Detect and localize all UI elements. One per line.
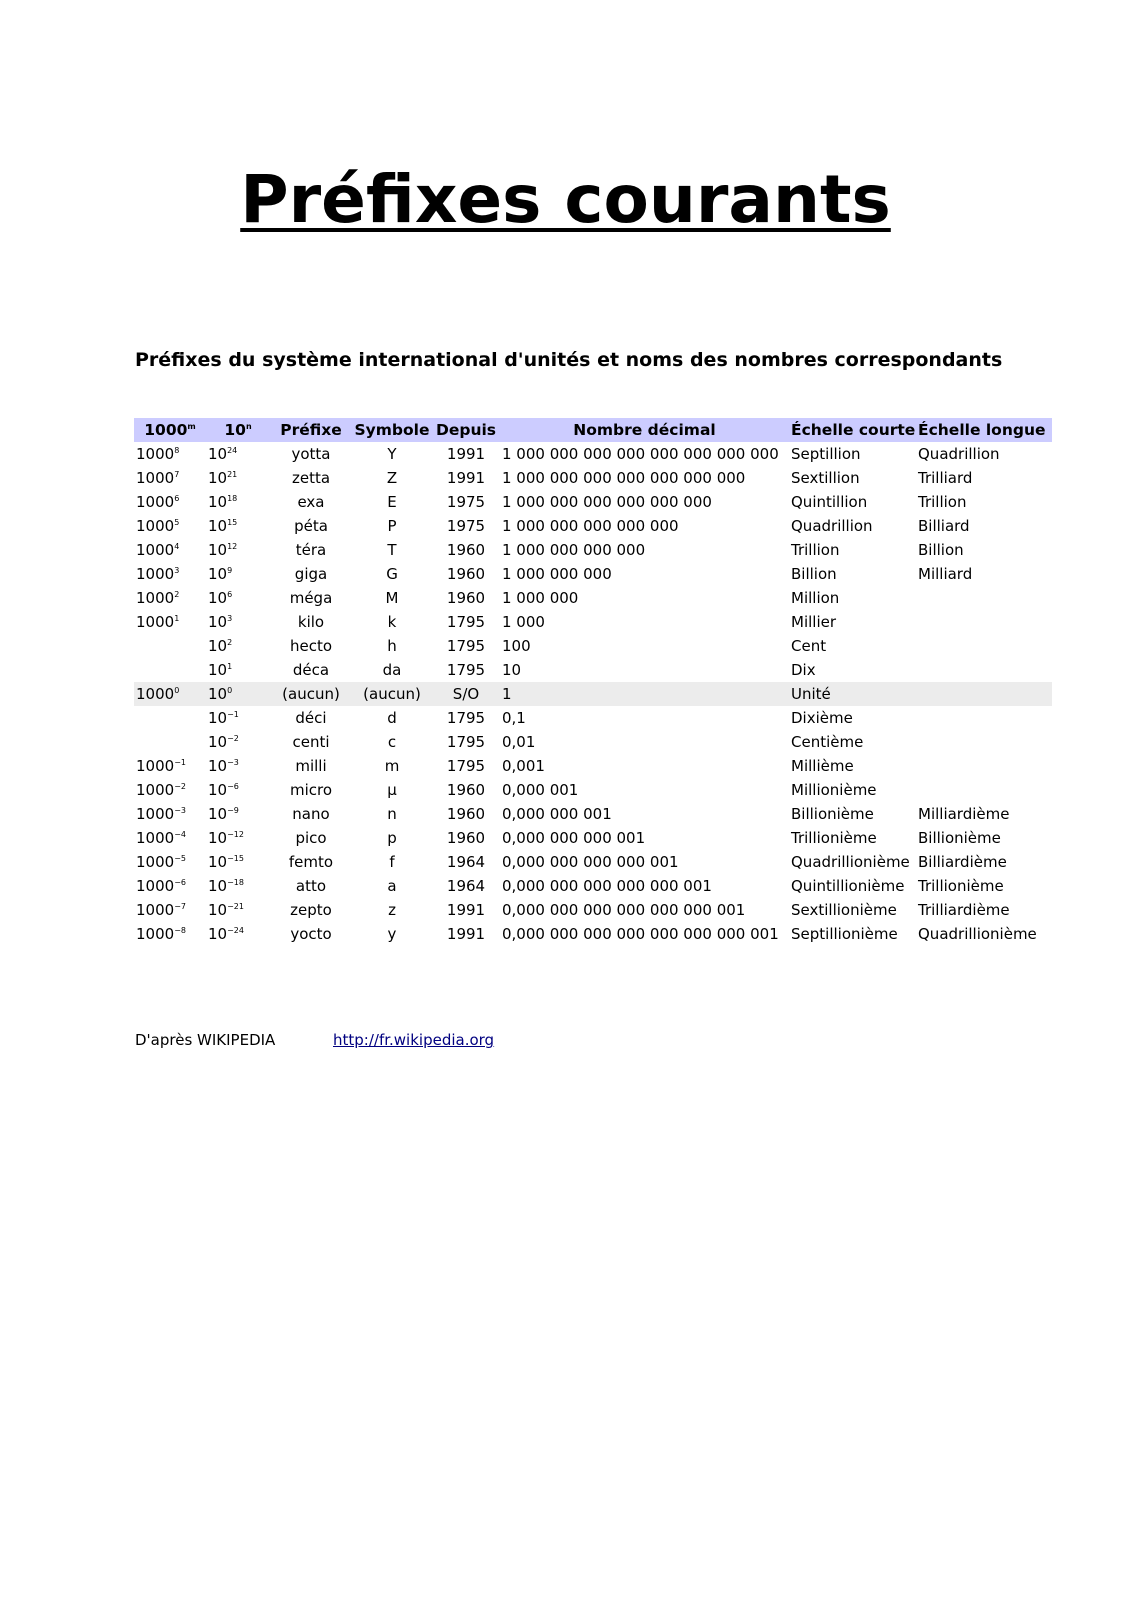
header-symbol: Symbole — [352, 418, 432, 442]
cell-symbol: c — [387, 733, 397, 751]
cell-long-scale: Billiard — [918, 517, 970, 535]
cell-symbol: Y — [387, 445, 397, 463]
cell-since: 1795 — [446, 733, 486, 751]
cell-symbol: E — [387, 493, 397, 511]
cell-power-of-thousand — [134, 706, 206, 730]
header-decimal: Nombre décimal — [500, 418, 789, 442]
cell-since: 1964 — [446, 853, 486, 871]
cell-short-scale: Quintillionième — [791, 877, 905, 895]
cell-symbol: h — [387, 637, 397, 655]
cell-power-of-ten: $10^{21}$ — [208, 469, 238, 487]
table-row — [134, 538, 1052, 562]
cell-since: 1960 — [446, 589, 486, 607]
table-row — [134, 730, 1052, 754]
cell-decimal: 0,1 — [502, 709, 526, 727]
cell-since: 1795 — [446, 637, 486, 655]
cell-symbol: µ — [387, 781, 397, 799]
table-row — [134, 706, 1052, 730]
cell-long-scale: Trilliardième — [918, 901, 1010, 919]
cell-long-scale: Trillionième — [918, 877, 1004, 895]
cell-decimal: 0,000 001 — [502, 781, 579, 799]
cell-since: 1795 — [446, 757, 486, 775]
cell-power-of-thousand: $1000^{-5}$ — [136, 853, 186, 871]
cell-prefix: femto — [288, 853, 334, 871]
cell-prefix: méga — [289, 589, 333, 607]
cell-decimal: 0,01 — [502, 733, 536, 751]
cell-prefix: téra — [295, 541, 327, 559]
cell-long-scale — [916, 754, 1052, 778]
table-caption: Préfixes du système international d'unités et noms des nombres correspondants — [135, 349, 1003, 371]
cell-power-of-thousand: $1000^{-2}$ — [136, 781, 186, 799]
cell-power-of-thousand: 1000$^1$ — [136, 613, 180, 631]
cell-power-of-thousand: 1000$^5$ — [136, 517, 180, 535]
cell-power-of-thousand — [134, 730, 206, 754]
cell-power-of-ten: $10^{-18}$ — [208, 877, 244, 895]
cell-decimal: 1 000 000 — [502, 589, 579, 607]
table-row — [134, 442, 1052, 466]
cell-power-of-thousand: $1000^{-6}$ — [136, 877, 186, 895]
cell-long-scale — [916, 586, 1052, 610]
table-row — [134, 802, 1052, 826]
cell-long-scale — [916, 682, 1052, 706]
cell-long-scale: Trillion — [918, 493, 967, 511]
cell-long-scale — [916, 610, 1052, 634]
cell-power-of-thousand: 1000$^4$ — [136, 541, 180, 559]
cell-power-of-ten: $10^2$ — [208, 637, 233, 655]
cell-since: 1960 — [446, 541, 486, 559]
cell-since: 1991 — [446, 925, 486, 943]
cell-short-scale: Centième — [791, 733, 864, 751]
cell-long-scale — [916, 658, 1052, 682]
cell-short-scale: Unité — [789, 682, 916, 706]
cell-since: 1960 — [446, 565, 486, 583]
cell-prefix: yocto — [290, 925, 332, 943]
cell-symbol: y — [387, 925, 397, 943]
cell-decimal: 0,000 000 001 — [502, 805, 612, 823]
header-long-scale: Échelle longue — [916, 418, 1052, 442]
cell-since: 1975 — [446, 493, 486, 511]
cell-since: 1991 — [446, 469, 486, 487]
cell-decimal: 0,000 000 000 000 000 001 — [502, 877, 712, 895]
table-row — [134, 490, 1052, 514]
cell-long-scale: Milliardième — [918, 805, 1010, 823]
cell-decimal: 1 000 — [502, 613, 545, 631]
cell-power-of-thousand: $1000^{-3}$ — [136, 805, 186, 823]
cell-since: 1975 — [446, 517, 486, 535]
cell-decimal: 0,001 — [502, 757, 545, 775]
cell-power-of-thousand: $1000^{-1}$ — [136, 757, 186, 775]
cell-prefix: milli — [295, 757, 327, 775]
cell-power-of-thousand — [134, 634, 206, 658]
cell-power-of-thousand: 1000$^8$ — [136, 445, 180, 463]
cell-prefix: pico — [295, 829, 327, 847]
cell-power-of-ten: $10^1$ — [208, 661, 233, 679]
cell-prefix: déca — [292, 661, 330, 679]
cell-short-scale: Millionième — [791, 781, 877, 799]
cell-power-of-thousand — [134, 658, 206, 682]
cell-symbol: Z — [386, 469, 398, 487]
cell-power-of-ten: $10^{-12}$ — [208, 829, 244, 847]
cell-prefix: péta — [294, 517, 328, 535]
cell-long-scale: Quadrillion — [918, 445, 1000, 463]
cell-power-of-ten: $10^9$ — [208, 565, 233, 583]
cell-since: S/O — [432, 682, 500, 706]
cell-power-of-ten: $10^{-3}$ — [208, 757, 239, 775]
cell-short-scale: Quintillion — [791, 493, 868, 511]
cell-decimal: 1 000 000 000 000 000 — [502, 517, 679, 535]
header-power-of-thousand: 1000$^m$ — [134, 418, 206, 442]
cell-prefix: giga — [294, 565, 328, 583]
table-row — [134, 514, 1052, 538]
cell-symbol: T — [387, 541, 397, 559]
cell-power-of-ten: $10^3$ — [208, 613, 233, 631]
cell-short-scale: Sextillionième — [791, 901, 897, 919]
table-row — [134, 562, 1052, 586]
cell-decimal: 1 000 000 000 — [502, 565, 612, 583]
cell-power-of-thousand: 1000$^2$ — [136, 589, 180, 607]
table-row — [134, 682, 1052, 706]
cell-short-scale: Dix — [791, 661, 816, 679]
cell-power-of-thousand: $1000^{-7}$ — [136, 901, 186, 919]
cell-power-of-thousand: 1000$^0$ — [134, 682, 206, 706]
cell-symbol: k — [387, 613, 397, 631]
cell-long-scale: Billiardième — [918, 853, 1007, 871]
cell-short-scale: Sextillion — [791, 469, 860, 487]
cell-decimal: 0,000 000 000 000 000 000 000 001 — [502, 925, 779, 943]
cell-decimal: 0,000 000 000 001 — [502, 829, 646, 847]
header-prefix: Préfixe — [270, 418, 352, 442]
cell-power-of-ten: $10^{24}$ — [208, 445, 238, 463]
page-title-text: Préfixes courants — [240, 161, 891, 238]
cell-long-scale: Trilliard — [918, 469, 973, 487]
cell-long-scale — [916, 634, 1052, 658]
cell-prefix: zetta — [291, 469, 331, 487]
table-row — [134, 658, 1052, 682]
table-header-row — [134, 418, 1052, 442]
table-row — [134, 850, 1052, 874]
table-row — [134, 778, 1052, 802]
cell-since: 1795 — [446, 613, 486, 631]
cell-power-of-ten: $10^{-2}$ — [208, 733, 239, 751]
cell-prefix: déci — [295, 709, 327, 727]
cell-power-of-ten: $10^{12}$ — [208, 541, 238, 559]
cell-short-scale: Millième — [791, 757, 854, 775]
cell-decimal: 1 000 000 000 000 000 000 — [502, 493, 712, 511]
cell-since: 1795 — [446, 661, 486, 679]
table-row — [134, 922, 1052, 946]
table-row — [134, 826, 1052, 850]
cell-symbol: p — [387, 829, 397, 847]
table-row — [134, 754, 1052, 778]
cell-symbol: m — [384, 757, 400, 775]
cell-decimal: 1 — [500, 682, 789, 706]
header-since: Depuis — [432, 418, 500, 442]
cell-power-of-ten: $10^{18}$ — [208, 493, 238, 511]
cell-symbol: f — [389, 853, 395, 871]
cell-power-of-ten: $10^{-1}$ — [208, 709, 239, 727]
cell-short-scale: Septillionième — [791, 925, 898, 943]
cell-power-of-ten: $10^{-24}$ — [208, 925, 244, 943]
cell-prefix: centi — [292, 733, 330, 751]
cell-prefix: exa — [297, 493, 325, 511]
cell-long-scale — [916, 706, 1052, 730]
table-row — [134, 586, 1052, 610]
cell-symbol: a — [387, 877, 397, 895]
prefix-table — [134, 418, 1052, 946]
cell-decimal: 10 — [502, 661, 522, 679]
cell-since: 1964 — [446, 877, 486, 895]
footer-link[interactable]: http://fr.wikipedia.org — [333, 1031, 495, 1049]
cell-since: 1991 — [446, 901, 486, 919]
cell-prefix: hecto — [289, 637, 333, 655]
cell-symbol: n — [387, 805, 397, 823]
cell-short-scale: Million — [791, 589, 840, 607]
cell-decimal: 0,000 000 000 000 000 000 001 — [502, 901, 746, 919]
cell-prefix: yotta — [291, 445, 331, 463]
cell-since: 1991 — [446, 445, 486, 463]
cell-since: 1960 — [446, 781, 486, 799]
cell-long-scale: Milliard — [918, 565, 973, 583]
footer-source: D'après WIKIPEDIA — [135, 1031, 276, 1049]
header-short-scale: Échelle courte — [789, 418, 916, 442]
cell-short-scale: Dixième — [791, 709, 853, 727]
cell-short-scale: Billion — [791, 565, 837, 583]
cell-power-of-thousand: 1000$^6$ — [136, 493, 180, 511]
cell-short-scale: Trillionième — [791, 829, 877, 847]
cell-symbol: G — [386, 565, 398, 583]
cell-prefix: kilo — [297, 613, 325, 631]
page-title — [0, 160, 1131, 240]
cell-long-scale — [916, 730, 1052, 754]
cell-power-of-thousand: 1000$^7$ — [136, 469, 180, 487]
table-row — [134, 634, 1052, 658]
cell-short-scale: Billionième — [791, 805, 874, 823]
cell-short-scale: Cent — [791, 637, 827, 655]
cell-short-scale: Septillion — [791, 445, 861, 463]
cell-prefix: atto — [295, 877, 327, 895]
table-row — [134, 610, 1052, 634]
cell-power-of-thousand: 1000$^3$ — [136, 565, 180, 583]
cell-prefix: (aucun) — [270, 682, 352, 706]
cell-power-of-ten: $10^{-21}$ — [208, 901, 244, 919]
cell-symbol: d — [387, 709, 397, 727]
cell-long-scale: Billionième — [918, 829, 1001, 847]
cell-power-of-ten: $10^{15}$ — [208, 517, 238, 535]
cell-since: 1960 — [446, 805, 486, 823]
cell-decimal: 1 000 000 000 000 000 000 000 000 — [502, 445, 779, 463]
cell-power-of-ten: $10^{-6}$ — [208, 781, 239, 799]
cell-power-of-thousand: $1000^{-8}$ — [136, 925, 186, 943]
cell-symbol: (aucun) — [352, 682, 432, 706]
cell-since: 1960 — [446, 829, 486, 847]
cell-since: 1795 — [446, 709, 486, 727]
cell-long-scale: Billion — [918, 541, 964, 559]
cell-symbol: z — [388, 901, 396, 919]
header-power-of-ten: 10$^n$ — [206, 418, 270, 442]
cell-short-scale: Quadrillion — [791, 517, 873, 535]
cell-long-scale: Quadrillionième — [918, 925, 1037, 943]
cell-decimal: 100 — [502, 637, 531, 655]
cell-power-of-thousand: $1000^{-4}$ — [136, 829, 186, 847]
cell-symbol: da — [382, 661, 402, 679]
cell-symbol: M — [385, 589, 399, 607]
cell-decimal: 0,000 000 000 000 001 — [502, 853, 679, 871]
cell-symbol: P — [387, 517, 397, 535]
cell-decimal: 1 000 000 000 000 000 000 000 — [502, 469, 746, 487]
cell-decimal: 1 000 000 000 000 — [502, 541, 646, 559]
cell-short-scale: Quadrillionième — [791, 853, 910, 871]
cell-power-of-ten: $10^0$ — [206, 682, 270, 706]
table-body — [134, 442, 1052, 946]
cell-prefix: nano — [292, 805, 330, 823]
cell-short-scale: Trillion — [791, 541, 840, 559]
table-row — [134, 874, 1052, 898]
table-row — [134, 898, 1052, 922]
cell-prefix: micro — [289, 781, 333, 799]
cell-long-scale — [916, 778, 1052, 802]
cell-prefix: zepto — [290, 901, 332, 919]
cell-short-scale: Millier — [791, 613, 837, 631]
cell-power-of-ten: $10^{-15}$ — [208, 853, 244, 871]
cell-power-of-ten: $10^6$ — [208, 589, 233, 607]
table-row — [134, 466, 1052, 490]
cell-power-of-ten: $10^{-9}$ — [208, 805, 239, 823]
